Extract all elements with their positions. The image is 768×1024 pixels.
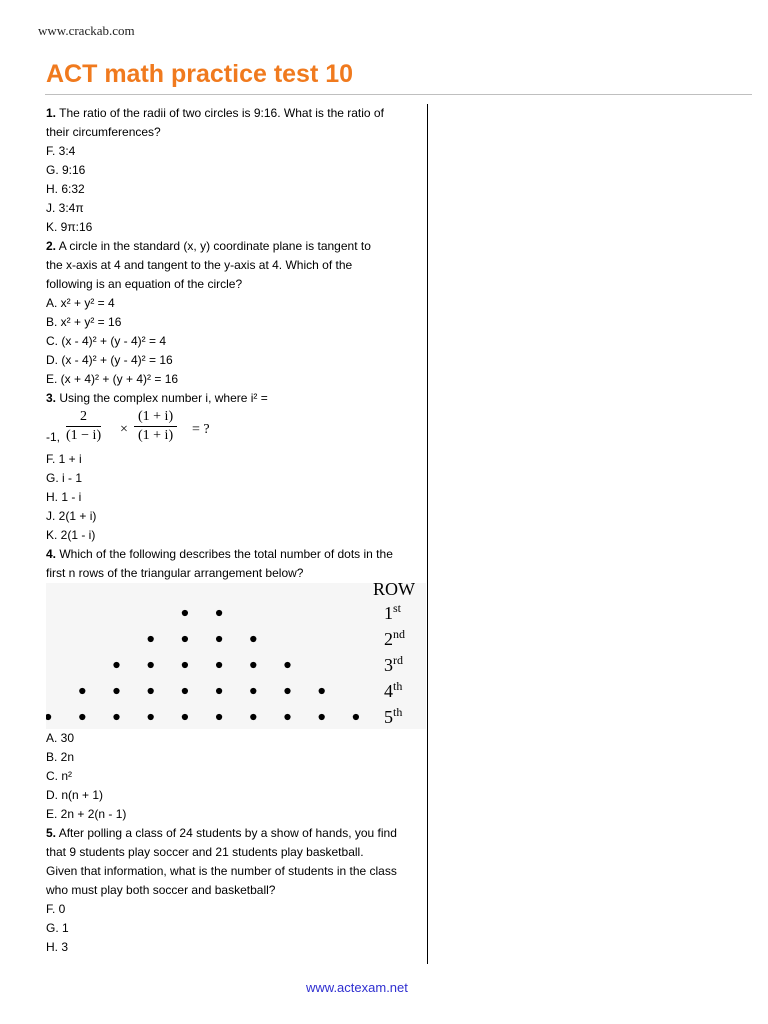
q1-text-1: The ratio of the radii of two circles is 9:16. What is the ratio of [56,106,384,120]
q3-fraction-2-numerator: (1 + i) [134,408,177,427]
q4-number: 4. [46,547,57,561]
q3-fraction-2-denominator: (1 + i) [138,428,174,443]
row-header-label: ROW [373,583,415,599]
q5-text-1: After polling a class of 24 students by a show of hands, you find [56,826,397,840]
q2-text-2: the x-axis at 4 and tangent to the y-axis at 4. Which of the [46,258,353,272]
q3-option-f: F. 1 + i [46,452,82,466]
q4-option-a: A. 30 [46,731,75,745]
dot [182,714,188,720]
q5-line-1 [46,824,424,843]
q3-times-sign: × [120,422,128,437]
dot [216,714,222,720]
dot [182,688,188,694]
dot [284,688,290,694]
q1-option-h: H. 6:32 [46,182,85,196]
q4-text-2: first n rows of the triangular arrangement below? [46,566,304,580]
row-label: 1st [384,601,402,623]
q2-line-1 [46,237,424,256]
q4-option-d: D. n(n + 1) [46,788,104,802]
dot [216,636,222,642]
q3-expression-lead: -1, [46,430,61,444]
dot [353,714,359,720]
q4-option-e: E. 2n + 2(n - 1) [46,807,127,821]
dot [148,662,154,668]
dot [79,714,85,720]
dot [284,662,290,668]
dot [113,688,119,694]
dot [250,662,256,668]
dot [250,714,256,720]
q1-text-2: their circumferences? [46,125,161,139]
dot [148,688,154,694]
dot [182,636,188,642]
q4-option-c: C. n² [46,769,73,783]
q1-option-g: G. 9:16 [46,163,86,177]
q1-option-f: F. 3:4 [46,144,76,158]
q4-line-1 [46,545,424,564]
q2-text-1: A circle in the standard (x, y) coordinate plane is tangent to [56,239,371,253]
q3-fraction-1-denominator: (1 − i) [66,428,102,443]
dot [284,714,290,720]
q2-option-b: B. x² + y² = 16 [46,315,122,329]
q3-option-h: H. 1 - i [46,490,82,504]
q3-option-k: K. 2(1 - i) [46,528,96,542]
dot [113,714,119,720]
q3-expression [46,408,424,450]
q5-text-2: that 9 students play soccer and 21 students play basketball. [46,845,364,859]
dot [319,714,325,720]
row-label: 5th [384,705,403,727]
dot [79,688,85,694]
q2-option-a: A. x² + y² = 4 [46,296,115,310]
dot [182,610,188,616]
dot [216,662,222,668]
q3-fraction-2 [134,408,177,445]
dot [250,636,256,642]
q2-option-c: C. (x - 4)² + (y - 4)² = 4 [46,334,167,348]
header-site-url: www.crackab.com [38,23,135,38]
dot [250,688,256,694]
q3-text-1: Using the complex number i, where i² = [56,391,268,405]
q4-option-b: B. 2n [46,750,75,764]
q2-option-e: E. (x + 4)² + (y + 4)² = 16 [46,372,179,386]
page-title: ACT math practice test 10 [46,60,354,88]
q3-fraction-1-numerator: 2 [66,408,101,427]
dot [148,714,154,720]
title-divider [45,94,752,95]
q3-fraction-1 [66,408,101,445]
q2-text-3: following is an equation of the circle? [46,277,243,291]
q1-line-1 [46,104,424,123]
q3-equals: = ? [192,422,210,437]
column-divider [427,104,428,964]
questions-column [46,104,424,957]
row-label: 4th [384,679,403,701]
dot [148,636,154,642]
footer-site-link[interactable]: www.actexam.net [306,980,408,995]
q3-option-g: G. i - 1 [46,471,83,485]
row-label: 3rd [384,653,403,675]
q2-number: 2. [46,239,57,253]
q1-number: 1. [46,106,57,120]
q3-option-j: J. 2(1 + i) [46,509,97,523]
q5-option-h: H. 3 [46,940,69,954]
q1-option-j: J. 3:4π [46,201,84,215]
q2-option-d: D. (x - 4)² + (y - 4)² = 16 [46,353,173,367]
figure-background [46,583,426,729]
q5-option-g: G. 1 [46,921,69,935]
q4-dot-figure [46,583,424,729]
dot [113,662,119,668]
q5-text-3: Given that information, what is the number of students in the class [46,864,397,878]
q3-line-1 [46,389,424,408]
q1-option-k: K. 9π:16 [46,220,93,234]
q4-text-1: Which of the following describes the total number of dots in the [56,547,393,561]
dot [319,688,325,694]
row-label: 2nd [384,627,405,649]
q5-number: 5. [46,826,57,840]
dot [182,662,188,668]
dot [216,688,222,694]
dot [216,610,222,616]
q5-text-4: who must play both soccer and basketball? [46,883,276,897]
q3-number: 3. [46,391,57,405]
q5-option-f: F. 0 [46,902,66,916]
triangular-dots-svg [46,583,426,729]
